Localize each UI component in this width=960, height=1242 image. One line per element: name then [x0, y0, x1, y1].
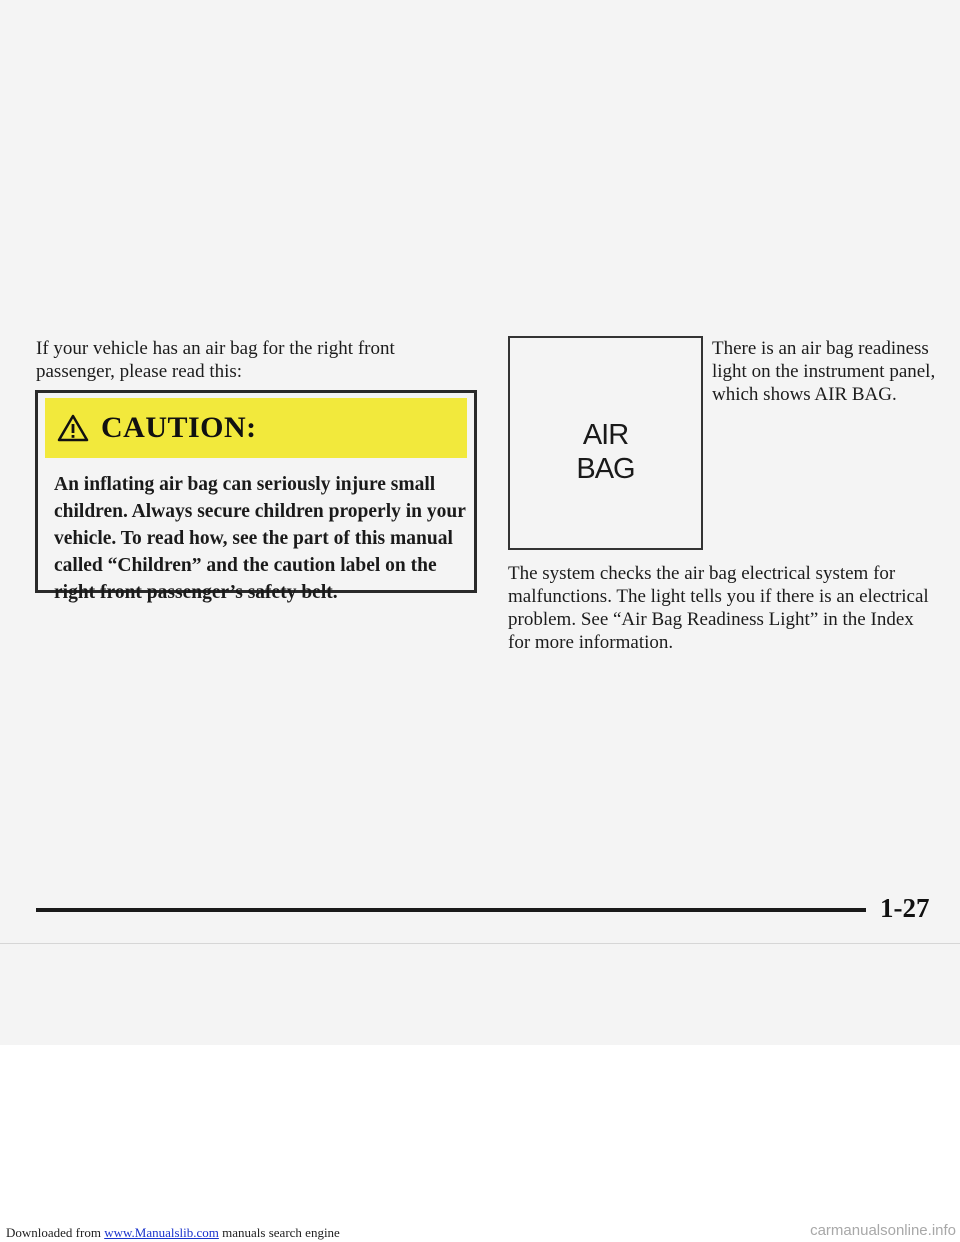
page-number: 1-27 — [880, 893, 930, 923]
indicator-description: There is an air bag readiness light on the instrument panel, which shows AIR BAG. — [712, 338, 936, 405]
indicator-label-line1: AIR — [582, 419, 629, 451]
watermark-text: carmanualsonline.info — [810, 1222, 956, 1239]
manualslib-link[interactable]: www.Manualslib.com — [104, 1225, 219, 1240]
footer-prefix: Downloaded from — [6, 1225, 105, 1240]
page-rule — [36, 908, 866, 912]
caution-body: An inflating air bag can seriously injure small children. Always secure children properly in your vehicle. To read how, see the part of this manual called “Children” and the caution label on the right front passenger’s safety belt. — [54, 474, 466, 603]
air-bag-indicator-symbol — [508, 336, 703, 550]
scan-line — [0, 943, 960, 944]
download-footer — [6, 1225, 340, 1241]
warning-triangle-icon — [57, 414, 89, 442]
indicator-label — [510, 418, 701, 486]
caution-title: CAUTION: — [101, 411, 257, 444]
caution-header — [45, 398, 467, 458]
intro-text: If your vehicle has an air bag for the right front passenger, please read this: — [36, 338, 395, 382]
caution-box — [35, 390, 477, 603]
footer-area — [0, 1045, 960, 1242]
footer-suffix: manuals search engine — [218, 1225, 340, 1240]
indicator-label-line2: BAG — [576, 453, 635, 485]
system-description: The system checks the air bag electrical system for malfunctions. The light tells you if there is an electrical problem. See “Air Bag Readiness Light” in the Index for more information. — [508, 563, 929, 653]
